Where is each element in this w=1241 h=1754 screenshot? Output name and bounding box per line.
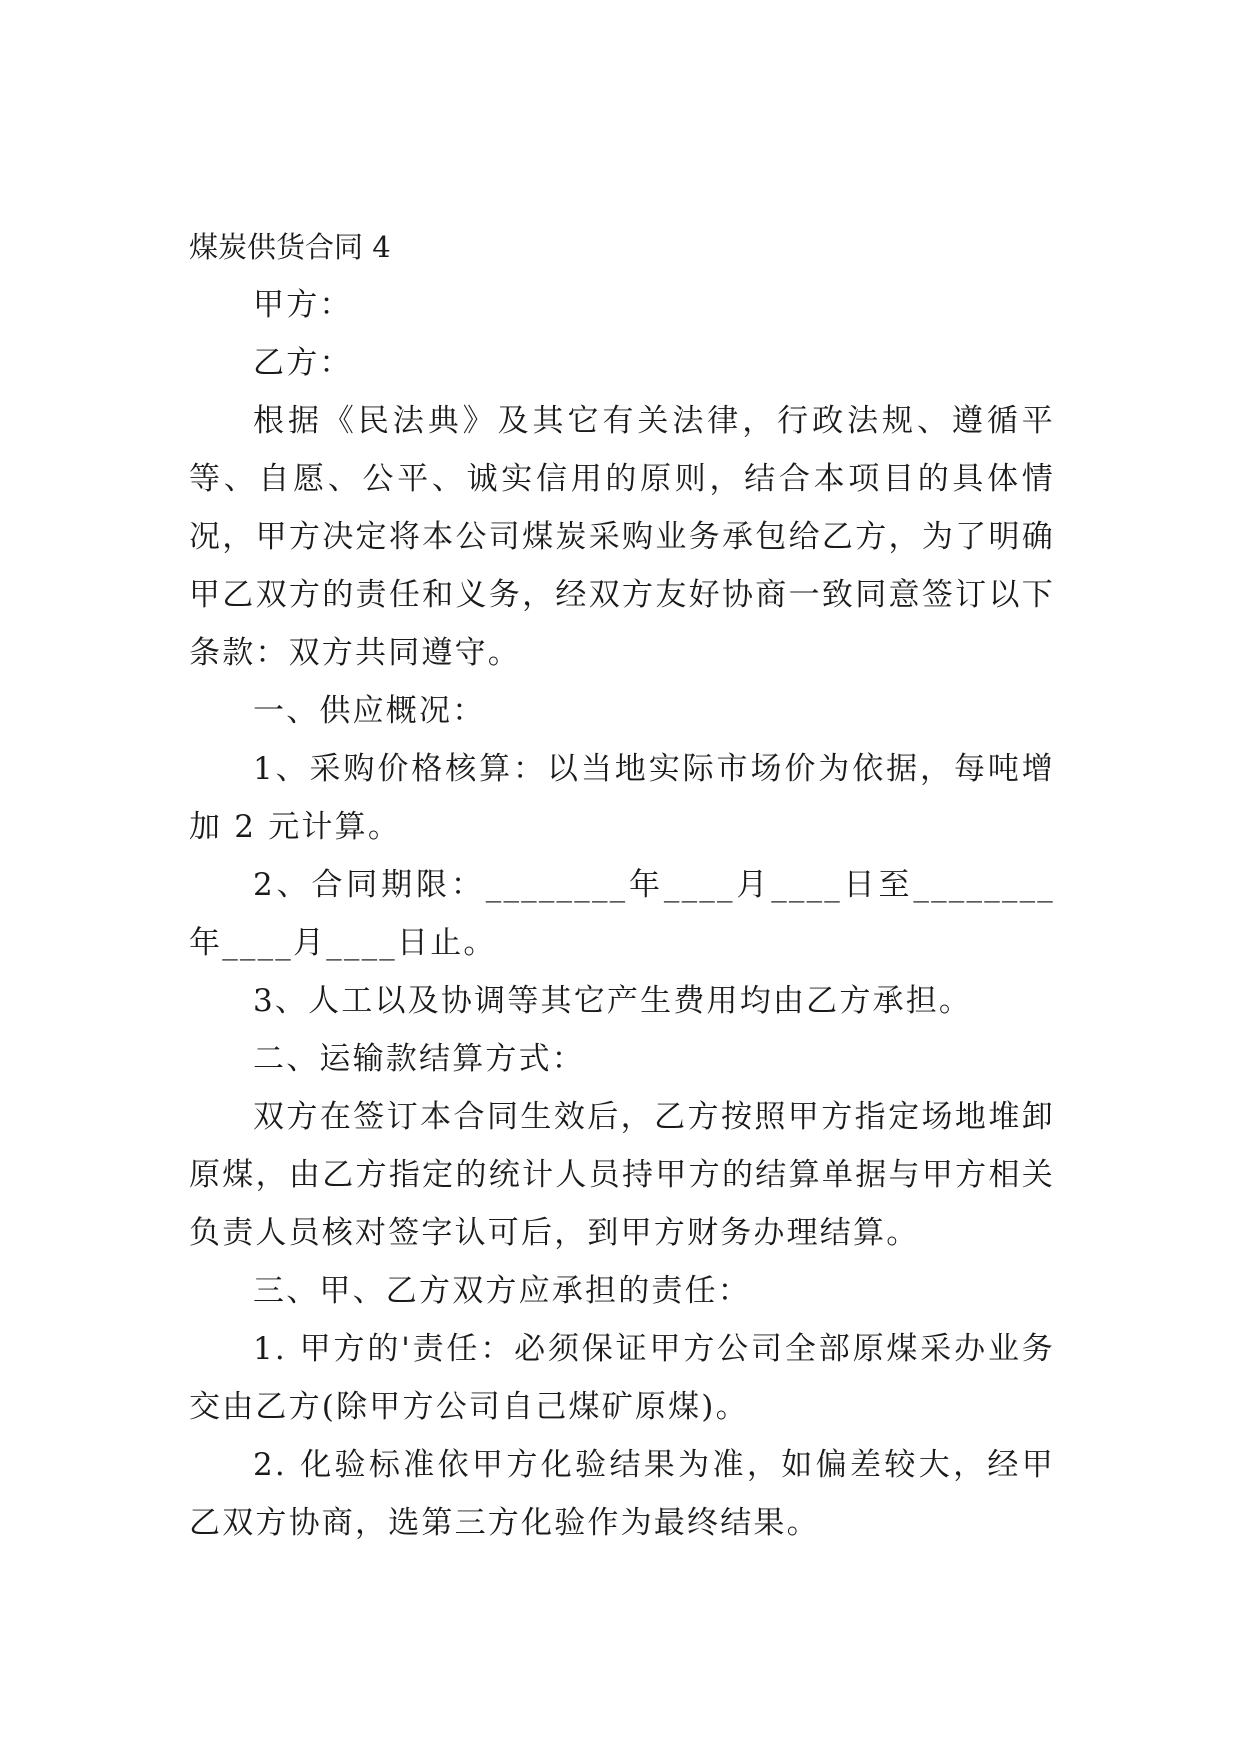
section-heading-settlement: 二、运输款结算方式： (253, 1041, 585, 1077)
clause-testing-standard: 2. 化验标准依甲方化验结果为准，如偏差较大，经甲乙双方协商，选第三方化验作为最终结果。 (189, 1447, 1055, 1541)
clause-price: 1、采购价格核算：以当地实际市场价为依据，每吨增加 2 元计算。 (189, 751, 1055, 845)
section-heading-supply: 一、供应概况： (253, 693, 486, 729)
section-heading-responsibilities: 三、甲、乙方双方应承担的责任： (253, 1273, 751, 1309)
document-page (189, 218, 1055, 1552)
preamble-paragraph: 根据《民法典》及其它有关法律，行政法规、遵循平等、自愿、公平、诚实信用的原则，结合本项目的具体情况，甲方决定将本公司煤炭采购业务承包给乙方，为了明确甲乙双方的责任和义务，经双方友好协商一致同意签订以下条款：双方共同遵守。 (189, 403, 1055, 671)
settlement-paragraph: 双方在签订本合同生效后，乙方按照甲方指定场地堆卸原煤，由乙方指定的统计人员持甲方的结算单据与甲方相关负责人员核对签字认可后，到甲方财务办理结算。 (189, 1099, 1055, 1251)
party-b-line: 乙方： (253, 345, 353, 381)
clause-costs: 3、人工以及协调等其它产生费用均由乙方承担。 (253, 983, 973, 1019)
clause-term: 2、合同期限：________年____月____日至________年____月____日止。 (189, 867, 1055, 961)
document-title: 煤炭供货合同 4 (189, 230, 391, 264)
clause-party-a-responsibility: 1. 甲方的'责任：必须保证甲方公司全部原煤采办业务交由乙方(除甲方公司自己煤矿原煤)。 (189, 1331, 1055, 1425)
party-a-line: 甲方： (253, 287, 353, 323)
